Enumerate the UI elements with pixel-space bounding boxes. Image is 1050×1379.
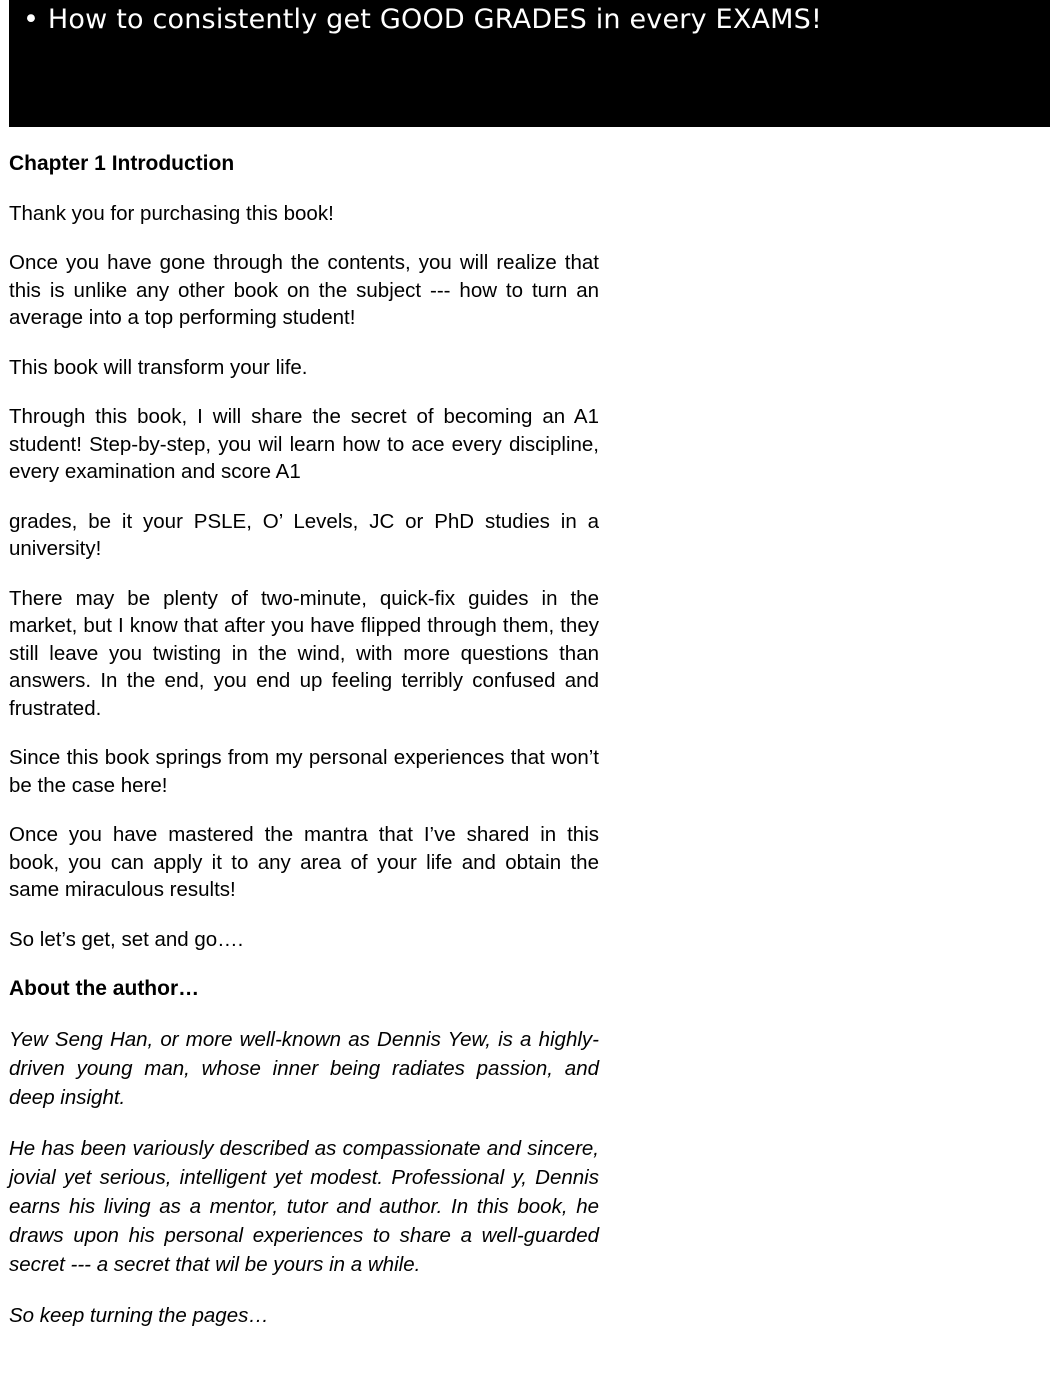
author-paragraph: Yew Seng Han, or more well-known as Dennis Yew, is a highly-driven young man, whose inner being radiates passion, and deep insight. — [9, 1027, 599, 1109]
chapter-paragraph: Since this book springs from my personal experiences that won’t be the case here! — [9, 746, 599, 797]
chapter-paragraph: This book will transform your life. — [9, 355, 308, 379]
chapter-paragraph: There may be plenty of two-minute, quick-fix guides in the market, but I know that after you have flipped through them, they still leave you twisting in the wind, with more questions than answers. In the end, you end up feeling terribly confused and frustrated. — [9, 586, 599, 720]
document-body — [9, 150, 599, 1352]
chapter-paragraph: Thank you for purchasing this book! — [9, 201, 334, 225]
author-heading: About the author… — [9, 977, 200, 1000]
chapter-paragraph: So let’s get, set and go…. — [9, 927, 244, 951]
title-banner — [9, 0, 1050, 127]
chapter-paragraph: Once you have gone through the contents, you will realize that this is unlike any other book on the subject --- how to turn an average into a top performing student! — [9, 251, 599, 329]
banner-title: • How to consistently get GOOD GRADES in every EXAMS! — [23, 4, 823, 35]
author-paragraph: He has been variously described as compassionate and sincere, jovial yet serious, intelligent yet modest. Professional y, Dennis earns his living as a mentor, tutor and author. In this book, he draws upon his personal experiences to share a well-guarded secret --- a secret that wil be yours in a while. — [9, 1136, 599, 1276]
chapter-paragraph: Through this book, I will share the secret of becoming an A1 student! Step-by-step, you wil learn how to ace every discipline, every examination and score A1 — [9, 405, 599, 483]
chapter-paragraph: Once you have mastered the mantra that I’ve shared in this book, you can apply it to any area of your life and obtain the same miraculous results! — [9, 823, 599, 901]
author-paragraph: So keep turning the pages… — [9, 1303, 269, 1327]
chapter-heading: Chapter 1 Introduction — [9, 152, 235, 175]
chapter-paragraph: grades, be it your PSLE, O’ Levels, JC or PhD studies in a university! — [9, 509, 599, 560]
